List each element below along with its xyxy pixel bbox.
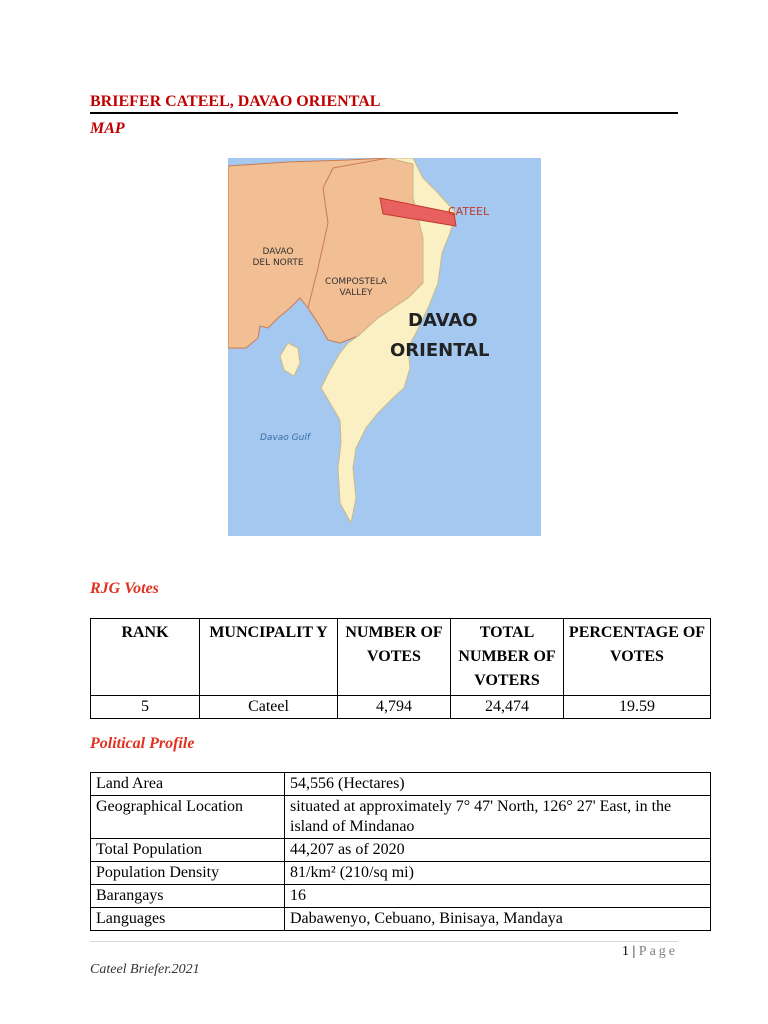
page-number-separator: | (632, 944, 636, 959)
footer-divider (90, 941, 678, 942)
page-number-value: 1 (621, 944, 629, 959)
profile-label-languages: Languages (91, 908, 285, 931)
political-profile-heading: Political Profile (90, 735, 195, 752)
column-header-number-of-votes: NUMBER OF VOTES (338, 619, 451, 696)
column-header-percentage: PERCENTAGE OF VOTES (564, 619, 711, 696)
map-label-davao-oriental-2: ORIENTAL (390, 340, 490, 361)
cell-total-voters: 24,474 (451, 696, 564, 719)
profile-value-geo-location: situated at approximately 7° 47' North, 126° 27' East, in the island of Mindanao (285, 796, 711, 839)
table-row (91, 839, 711, 862)
profile-label-population-density: Population Density (91, 862, 285, 885)
document-title: BRIEFER CATEEL, DAVAO ORIENTAL (90, 93, 678, 114)
cell-rank: 5 (91, 696, 200, 719)
map-label-davao-oriental-1: DAVAO (408, 310, 478, 331)
column-header-municipality: MUNCIPALIT Y (200, 619, 338, 696)
profile-label-geo-location: Geographical Location (91, 796, 285, 839)
profile-value-population-density: 81/km² (210/sq mi) (285, 862, 711, 885)
cell-municipality: Cateel (200, 696, 338, 719)
column-header-total-voters: TOTAL NUMBER OF VOTERS (451, 619, 564, 696)
rjg-votes-table (90, 618, 711, 719)
table-row (91, 796, 711, 839)
map-label-compostela-2: VALLEY (339, 288, 373, 298)
table-row (91, 773, 711, 796)
profile-value-land-area: 54,556 (Hectares) (285, 773, 711, 796)
political-profile-table (90, 772, 711, 931)
map-svg (228, 158, 541, 536)
province-map (228, 158, 541, 536)
map-label-compostela-1: COMPOSTELA (325, 277, 387, 287)
table-header-row (91, 619, 711, 696)
map-label-davao-del-norte-2: DEL NORTE (252, 258, 304, 268)
profile-label-land-area: Land Area (91, 773, 285, 796)
rjg-votes-heading: RJG Votes (90, 580, 159, 597)
page-word: Page (638, 944, 678, 959)
table-row (91, 696, 711, 719)
table-row (91, 862, 711, 885)
map-label-davao-del-norte-1: DAVAO (262, 247, 294, 257)
table-row (91, 908, 711, 931)
profile-value-total-population: 44,207 as of 2020 (285, 839, 711, 862)
cell-number-of-votes: 4,794 (338, 696, 451, 719)
profile-label-barangays: Barangays (91, 885, 285, 908)
table-row (91, 885, 711, 908)
cell-percentage: 19.59 (564, 696, 711, 719)
footer-document-name: Cateel Briefer.2021 (90, 962, 200, 977)
profile-value-barangays: 16 (285, 885, 711, 908)
map-heading: MAP (90, 120, 125, 137)
page-number (622, 944, 678, 960)
profile-value-languages: Dabawenyo, Cebuano, Binisaya, Mandaya (285, 908, 711, 931)
profile-label-total-population: Total Population (91, 839, 285, 862)
map-label-cateel: CATEEL (448, 205, 490, 218)
column-header-rank: RANK (91, 619, 200, 696)
map-label-davao-gulf: Davao Gulf (260, 433, 311, 443)
